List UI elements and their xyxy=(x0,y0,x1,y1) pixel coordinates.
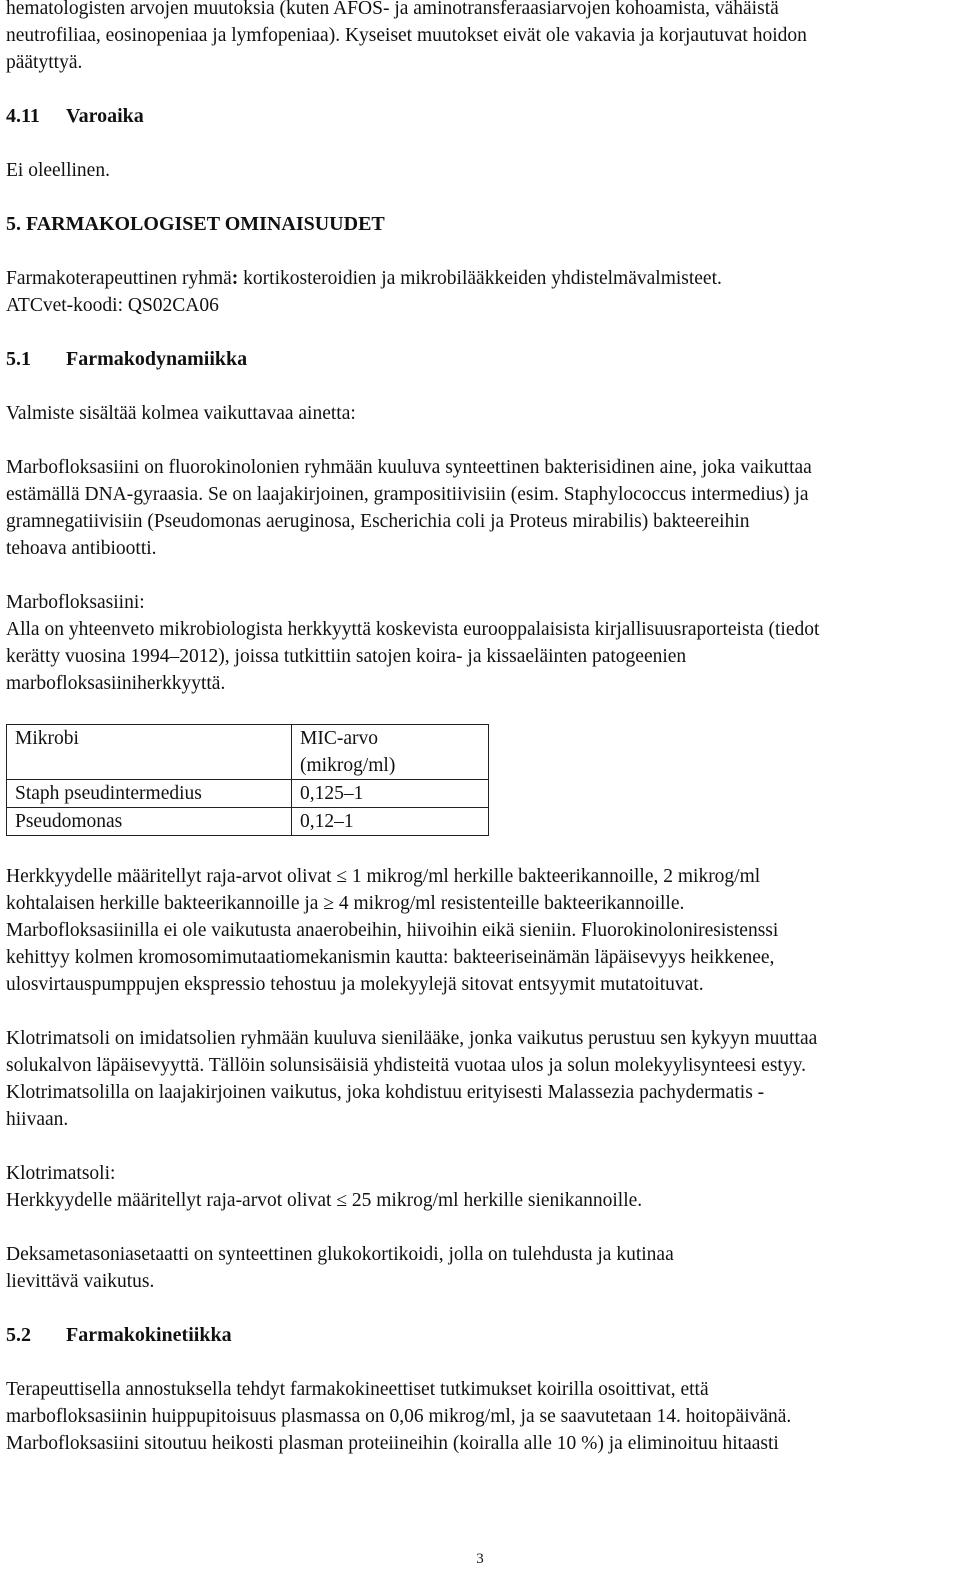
text-line: Herkkyydelle määritellyt raja-arvot olivat ≤ 25 mikrog/ml herkille sienikannoille. xyxy=(6,1190,643,1211)
marbofloxacin-paragraph xyxy=(6,454,952,562)
clotrimazole-breakpoints xyxy=(6,1160,952,1214)
page-number: 3 xyxy=(476,1551,484,1567)
header-text: MIC-arvo xyxy=(300,728,378,749)
text-line: Terapeuttisella annostuksella tehdyt farmakokineettiset tutkimukset koirilla osoittivat, että xyxy=(6,1379,709,1400)
section-number: 5.1 xyxy=(6,348,31,370)
mic-table xyxy=(6,724,489,836)
withdrawal-text: Ei oleellinen. xyxy=(6,160,110,181)
text-line: hiivaan. xyxy=(6,1109,69,1130)
section-title: Farmakokinetiikka xyxy=(66,1324,232,1346)
text-line: neutrofiliaa, eosinopeniaa ja lymfopeniaa). Kyseiset muutokset eivät ole vakavia ja korjautuvat hoidon xyxy=(6,25,807,46)
atc-code: ATCvet-koodi: QS02CA06 xyxy=(6,295,219,316)
text-line: marbofloksasiiniherkkyyttä. xyxy=(6,673,226,694)
table-row xyxy=(7,808,489,836)
text-line: solukalvon läpäisevyyttä. Tällöin solunsisäisiä yhdisteitä vuotaa ulos ja solun molekyylisynteesi estyy. xyxy=(6,1055,806,1076)
text-line: Marbofloksasiinilla ei ole vaikutusta anaerobeihin, hiivoihin eikä sieniin. Fluorokinoloniresistenssi xyxy=(6,920,779,941)
document-page xyxy=(6,0,952,1457)
text-line: Marbofloksasiini sitoutuu heikosti plasman proteiineihin (koiralla alle 10 %) ja eliminoituu hitaasti xyxy=(6,1433,779,1454)
text-line: kehittyy kolmen kromosomimutaatiomekanismin kautta: bakteeriseinämän läpäisevyys heikkenee, xyxy=(6,947,775,968)
table-header-cell xyxy=(292,725,489,780)
clotrimazole-label: Klotrimatsoli: xyxy=(6,1163,116,1184)
breakpoints-paragraph xyxy=(6,863,952,998)
section-number: 5.2 xyxy=(6,1324,31,1346)
text-line: estämällä DNA-gyraasia. Se on laajakirjoinen, grampositiivisiin (esim. Staphylococcus intermedius) ja xyxy=(6,484,809,505)
text-line: Deksametasoniasetaatti on synteettinen glukokortikoidi, jolla on tulehdusta ja kutinaa xyxy=(6,1244,674,1265)
table-cell: Pseudomonas xyxy=(7,808,292,836)
text-line: gramnegatiivisiin (Pseudomonas aeruginosa, Escherichia coli ja Proteus mirabilis) bakteereihin xyxy=(6,511,750,532)
text-line: Marbofloksasiini on fluorokinolonien ryhmään kuuluva synteettinen bakterisidinen aine, joka vaikuttaa xyxy=(6,457,812,478)
group-label: Farmakoterapeuttinen ryhmä xyxy=(6,268,232,289)
text-line: päätyttyä. xyxy=(6,52,83,73)
dexamethasone-paragraph xyxy=(6,1241,952,1295)
section-5-heading: 5. FARMAKOLOGISET OMINAISUUDET xyxy=(6,213,385,235)
header-unit: (mikrog/ml) xyxy=(300,755,396,776)
text-line: tehoava antibiootti. xyxy=(6,538,157,559)
section-title: Varoaika xyxy=(66,105,144,127)
pharmacokinetics-paragraph xyxy=(6,1376,952,1457)
text-line: marbofloksasiinin huippupitoisuus plasmassa on 0,06 mikrog/ml, ja se saavutetaan 14. hoitopäivänä. xyxy=(6,1406,792,1427)
table-row xyxy=(7,780,489,808)
section-5-2-heading xyxy=(6,1322,952,1349)
intro-paragraph xyxy=(6,0,952,76)
group-value: kortikosteroidien ja mikrobilääkkeiden yhdistelmävalmisteet. xyxy=(238,268,722,289)
text-line: kerätty vuosina 1994–2012), joissa tutkittiin satojen koira- ja kissaeläinten patogeenien xyxy=(6,646,687,667)
group-colon: : xyxy=(231,268,239,289)
text-line: lievittävä vaikutus. xyxy=(6,1271,155,1292)
section-4-11-heading xyxy=(6,103,952,130)
pharmacotherapeutic-group xyxy=(6,265,952,319)
table-header-cell: Mikrobi xyxy=(7,725,292,780)
section-number: 4.11 xyxy=(6,105,40,127)
text-line: Klotrimatsolilla on laajakirjoinen vaikutus, joka kohdistuu erityisesti Malassezia pachydermatis - xyxy=(6,1082,765,1103)
marbofloxacin-label: Marbofloksasiini: xyxy=(6,592,145,613)
section-title: Farmakodynamiikka xyxy=(66,348,248,370)
text-line: ulosvirtauspumppujen ekspressio tehostuu ja molekyylejä sitovat entsyymit mutatoituvat. xyxy=(6,974,704,995)
text-line: Herkkyydelle määritellyt raja-arvot olivat ≤ 1 mikrog/ml herkille bakteerikannoille, 2 mikrog/ml xyxy=(6,866,761,887)
table-cell: 0,125–1 xyxy=(292,780,489,808)
table-cell: Staph pseudintermedius xyxy=(7,780,292,808)
table-cell: 0,12–1 xyxy=(292,808,489,836)
text-line: Klotrimatsoli on imidatsolien ryhmään kuuluva sienilääke, jonka vaikutus perustuu sen kykyyn muuttaa xyxy=(6,1028,818,1049)
text-line: hematologisten arvojen muutoksia (kuten AFOS- ja aminotransferaasiarvojen kohoamista, vähäistä xyxy=(6,0,779,19)
text-line: Alla on yhteenveto mikrobiologista herkkyyttä koskevista eurooppalaisista kirjallisuusraporteista (tiedot xyxy=(6,619,820,640)
table-header-row xyxy=(7,725,489,780)
active-substances-intro: Valmiste sisältää kolmea vaikuttavaa ainetta: xyxy=(6,403,356,424)
text-line: kohtalaisen herkille bakteerikannoille ja ≥ 4 mikrog/ml resistenteille bakteerikannoille. xyxy=(6,893,685,914)
marbofloxacin-summary xyxy=(6,589,952,697)
clotrimazole-paragraph xyxy=(6,1025,952,1133)
section-5-1-heading xyxy=(6,346,952,373)
